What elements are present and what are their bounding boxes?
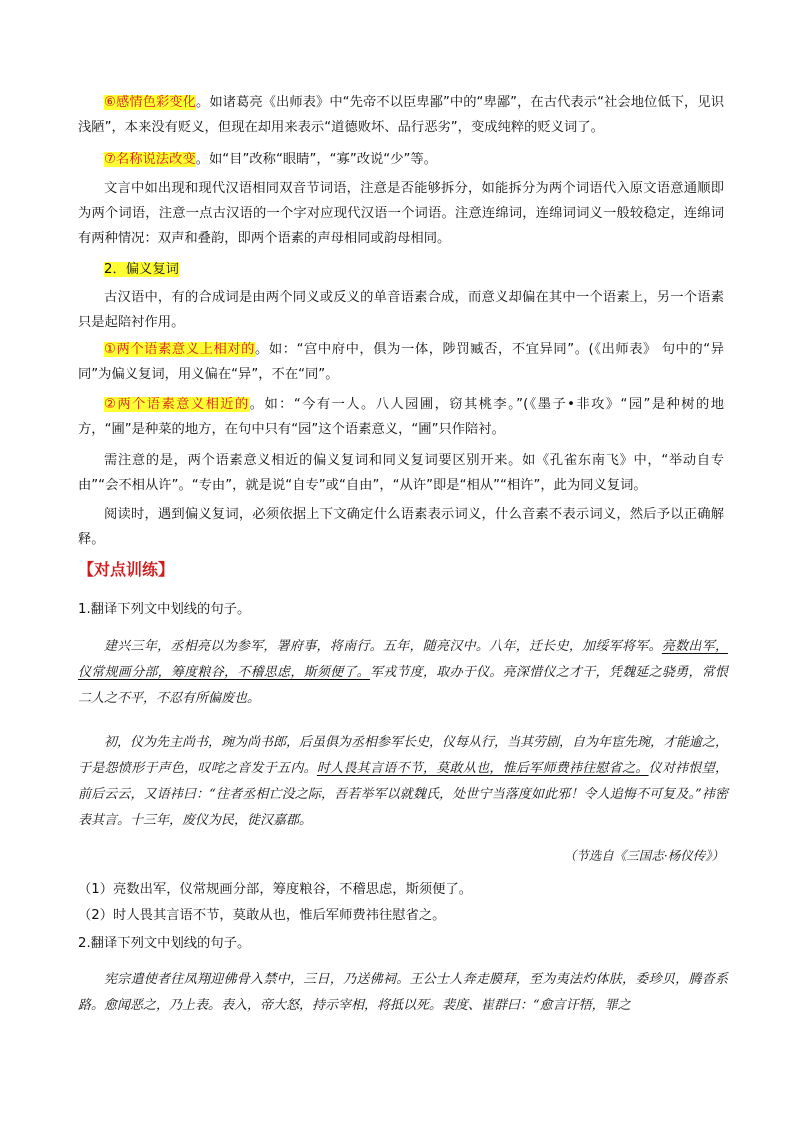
classical-passage-1a	[78, 634, 728, 712]
section-title: 【对点训练】	[78, 560, 175, 579]
passage-text: 军戎节度，取办于仪。亮深惜仪之才干，凭魏延之骁勇，常恨二人之不平，不忍有所偏废也。	[78, 665, 728, 706]
passage-text: 仪对祎恨望，前后云云，又语祎曰：“往者丞相亡没之际，吾若举军以就魏氏，处世宁当落度如此邪！令人追悔不可复及。”祎密表其言。十三年，废仪为民，徙汉嘉郡。	[78, 761, 728, 828]
para-text: 。如“目”改称“眼睛”，“寡”改说“少”等。	[195, 152, 437, 167]
subheading-text: 2．偏义复词	[104, 262, 179, 277]
classical-passage-1b	[78, 730, 728, 834]
para-text: 。如：“宫中府中，俱为一体，陟罚臧否，不宜异同”。(《出师表》 句中的“异同”为偏义复词，用义偏在“异”，不在“同”。	[78, 342, 724, 382]
question-1-sentence-1: （1）亮数出军，仪常规画分部，筹度粮谷，不稽思虑，斯须便了。	[78, 882, 473, 897]
source-citation: （节选自《三国志·杨仪传》）	[563, 848, 724, 863]
highlight-label: ⑦名称说法改变	[104, 152, 196, 167]
highlight-label: ②两个语素意义相近的	[104, 397, 250, 412]
question-1-title: 1.翻译下列文中划线的句子。	[78, 602, 251, 617]
underlined-sentence: 亮数出军，仪常规画分部，筹度粮谷，不稽思虑，斯须便了。	[78, 639, 728, 680]
para-similar	[78, 392, 724, 442]
question-2-title: 2.翻译下列文中划线的句子。	[78, 936, 251, 951]
passage-text: 建兴三年，丞相亮以为参军，署府事，将南行。五年，随亮汉中。八年，迁长史，加绥军将军。	[104, 639, 662, 654]
highlight-label: ①两个语素意义上相对的	[104, 342, 256, 357]
para-name-change	[78, 147, 724, 172]
passage-text: 初，仪为先主尚书，琬为尚书郎，后虽俱为丞相参军长史，仪每从行，当其劳剧，自为年宦先琬，才能逾之，于是怨愤形于声色，叹咤之音发于五内。	[78, 735, 729, 776]
para-text: 。如：“今有一人。八人园圃，窃其桃李。”(《墨子•非攻》“园”是种树的地方，“圃”是种菜的地方，在句中只有“园”这个语素意义，“圃”只作陪衬。	[78, 397, 724, 437]
classical-passage-2: 宪宗遣使者往凤翔迎佛骨入禁中，三日，乃送佛祠。王公士人奔走膜拜，至为夷法灼体肤，委珍贝，腾沓系路。愈闻恶之，乃上表。表入，帝大怒，持示宰相，将抵以死。裴度、崔群曰：“愈言讦牾，罪之	[78, 972, 728, 1013]
highlight-label: ⑥感情色彩变化	[104, 95, 196, 110]
para-reading-tip: 阅读时，遇到偏义复词，必须依据上下文确定什么语素表示词义，什么音素不表示词义，然后予以正确解释。	[78, 507, 724, 547]
para-opposite	[78, 337, 724, 387]
para-note: 需注意的是，两个语素意义相近的偏义复词和同义复词要区别开来。如《孔雀东南飞》中，“举动自专由”“会不相从许”。“专由”，就是说“自专”或“自由”，“从许”即是“相从”“相许”，此为同义复词。	[78, 453, 724, 493]
underlined-sentence: 时人畏其言语不节，莫敢从也，惟后军师费祎往慰省之。	[316, 761, 649, 776]
para-emotion-change	[78, 90, 724, 140]
question-1-sentence-2: （2）时人畏其言语不节，莫敢从也，惟后军师费祎往慰省之。	[78, 908, 446, 923]
para-text: 。如诸葛亮《出师表》中“先帝不以臣卑鄙”中的“卑鄙”，在古代表示“社会地位低下，见识浅陋”，本来没有贬义，但现在却用来表示“道德败坏、品行恶劣”，变成纯粹的贬义词了。	[78, 95, 724, 135]
para-disyllabic: 文言中如出现和现代汉语相同双音节词语，注意是否能够拆分，如能拆分为两个词语代入原文语意通顺即为两个词语，注意一点古汉语的一个字对应现代汉语一个词语。注意连绵词，连绵词词义一般较稳定，连绵词有两种情况：双声和叠韵，即两个语素的声母相同或韵母相同。	[78, 181, 724, 246]
subheading-pianyi	[78, 257, 724, 282]
para-pianyi-intro: 古汉语中，有的合成词是由两个同义或反义的单音语素合成，而意义却偏在其中一个语素上，另一个语素只是起陪衬作用。	[78, 290, 724, 330]
